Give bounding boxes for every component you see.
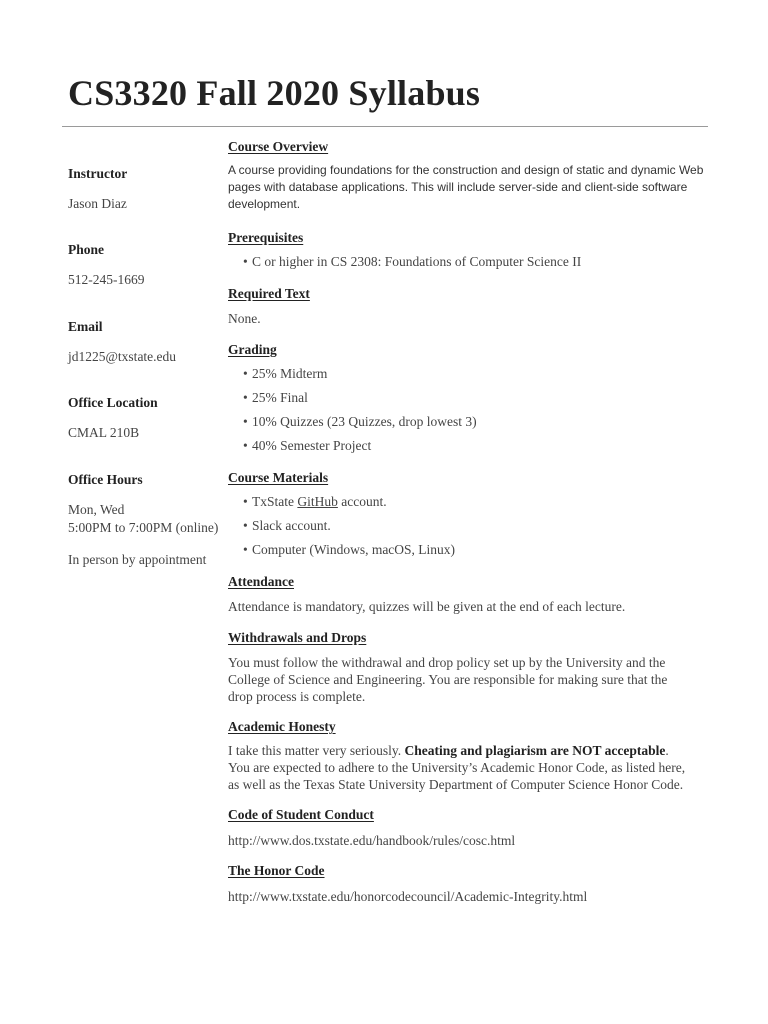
honesty-intro: I take this matter very seriously. — [228, 743, 405, 758]
grading-item-final: • 25% Final — [252, 390, 308, 406]
materials-github-suffix: account. — [337, 494, 387, 509]
instructor-name: Jason Diaz — [68, 196, 127, 211]
office-hours-in-person: In person by appointment — [68, 552, 207, 567]
email-label: Email — [68, 319, 103, 334]
instructor-label: Instructor — [68, 166, 128, 181]
grading-item-quizzes: • 10% Quizzes (23 Quizzes, drop lowest 3) — [252, 414, 477, 430]
section-heading-honor-code: The Honor Code — [228, 863, 325, 878]
section-heading-grading: Grading — [228, 342, 277, 357]
section-heading-code-of-conduct: Code of Student Conduct — [228, 807, 374, 822]
withdrawals-line-3: drop process is complete. — [228, 689, 366, 704]
prerequisite-item: • C or higher in CS 2308: Foundations of Computer Science II — [252, 254, 581, 270]
course-overview-text: A course providing foundations for the construction and design of static and dynamic Web pages with database applications. This will include server-side and client-side software development. — [228, 163, 704, 211]
section-heading-course-materials: Course Materials — [228, 470, 329, 485]
section-heading-prerequisites: Prerequisites — [228, 230, 304, 245]
email-value: jd1225@txstate.edu — [68, 349, 177, 364]
github-link[interactable]: GitHub — [297, 494, 338, 509]
required-text-value: None. — [228, 311, 261, 326]
honor-code-url[interactable]: http://www.txstate.edu/honorcodecouncil/Academic-Integrity.html — [228, 889, 588, 904]
materials-item-github — [252, 494, 387, 510]
honesty-line-3: as well as the Texas State University Department of Computer Science Honor Code. — [228, 777, 684, 792]
code-of-conduct-url[interactable]: http://www.dos.txstate.edu/handbook/rules/cosc.html — [228, 833, 516, 848]
office-hours-days: Mon, Wed — [68, 502, 125, 517]
grading-item-project: • 40% Semester Project — [252, 438, 371, 454]
honesty-period: . — [665, 743, 669, 758]
page-title: CS3320 Fall 2020 Syllabus — [68, 73, 481, 113]
section-heading-academic-honesty: Academic Honesty — [228, 719, 336, 734]
title-divider — [62, 126, 708, 127]
materials-item-computer: • Computer (Windows, macOS, Linux) — [252, 542, 455, 558]
materials-github-prefix: TxState — [252, 494, 298, 509]
section-heading-attendance: Attendance — [228, 574, 294, 589]
office-location-value: CMAL 210B — [68, 425, 140, 440]
attendance-text: Attendance is mandatory, quizzes will be given at the end of each lecture. — [228, 599, 626, 614]
section-heading-course-overview: Course Overview — [228, 139, 329, 154]
section-heading-withdrawals: Withdrawals and Drops — [228, 630, 367, 645]
office-hours-time: 5:00PM to 7:00PM (online) — [68, 520, 219, 535]
section-heading-required-text: Required Text — [228, 286, 310, 301]
phone-label: Phone — [68, 242, 105, 257]
honesty-line-2: You are expected to adhere to the University’s Academic Honor Code, as listed here, — [228, 760, 686, 775]
withdrawals-line-2: College of Science and Engineering. You are responsible for making sure that the — [228, 672, 668, 687]
honesty-warning: Cheating and plagiarism are NOT acceptable — [404, 743, 666, 758]
office-hours-label: Office Hours — [68, 472, 143, 487]
phone-value: 512-245-1669 — [68, 272, 145, 287]
materials-item-slack: • Slack account. — [252, 518, 331, 534]
grading-item-midterm: • 25% Midterm — [252, 366, 327, 382]
honesty-line-1 — [228, 742, 708, 759]
office-location-label: Office Location — [68, 395, 158, 410]
withdrawals-line-1: You must follow the withdrawal and drop policy set up by the University and the — [228, 655, 666, 670]
